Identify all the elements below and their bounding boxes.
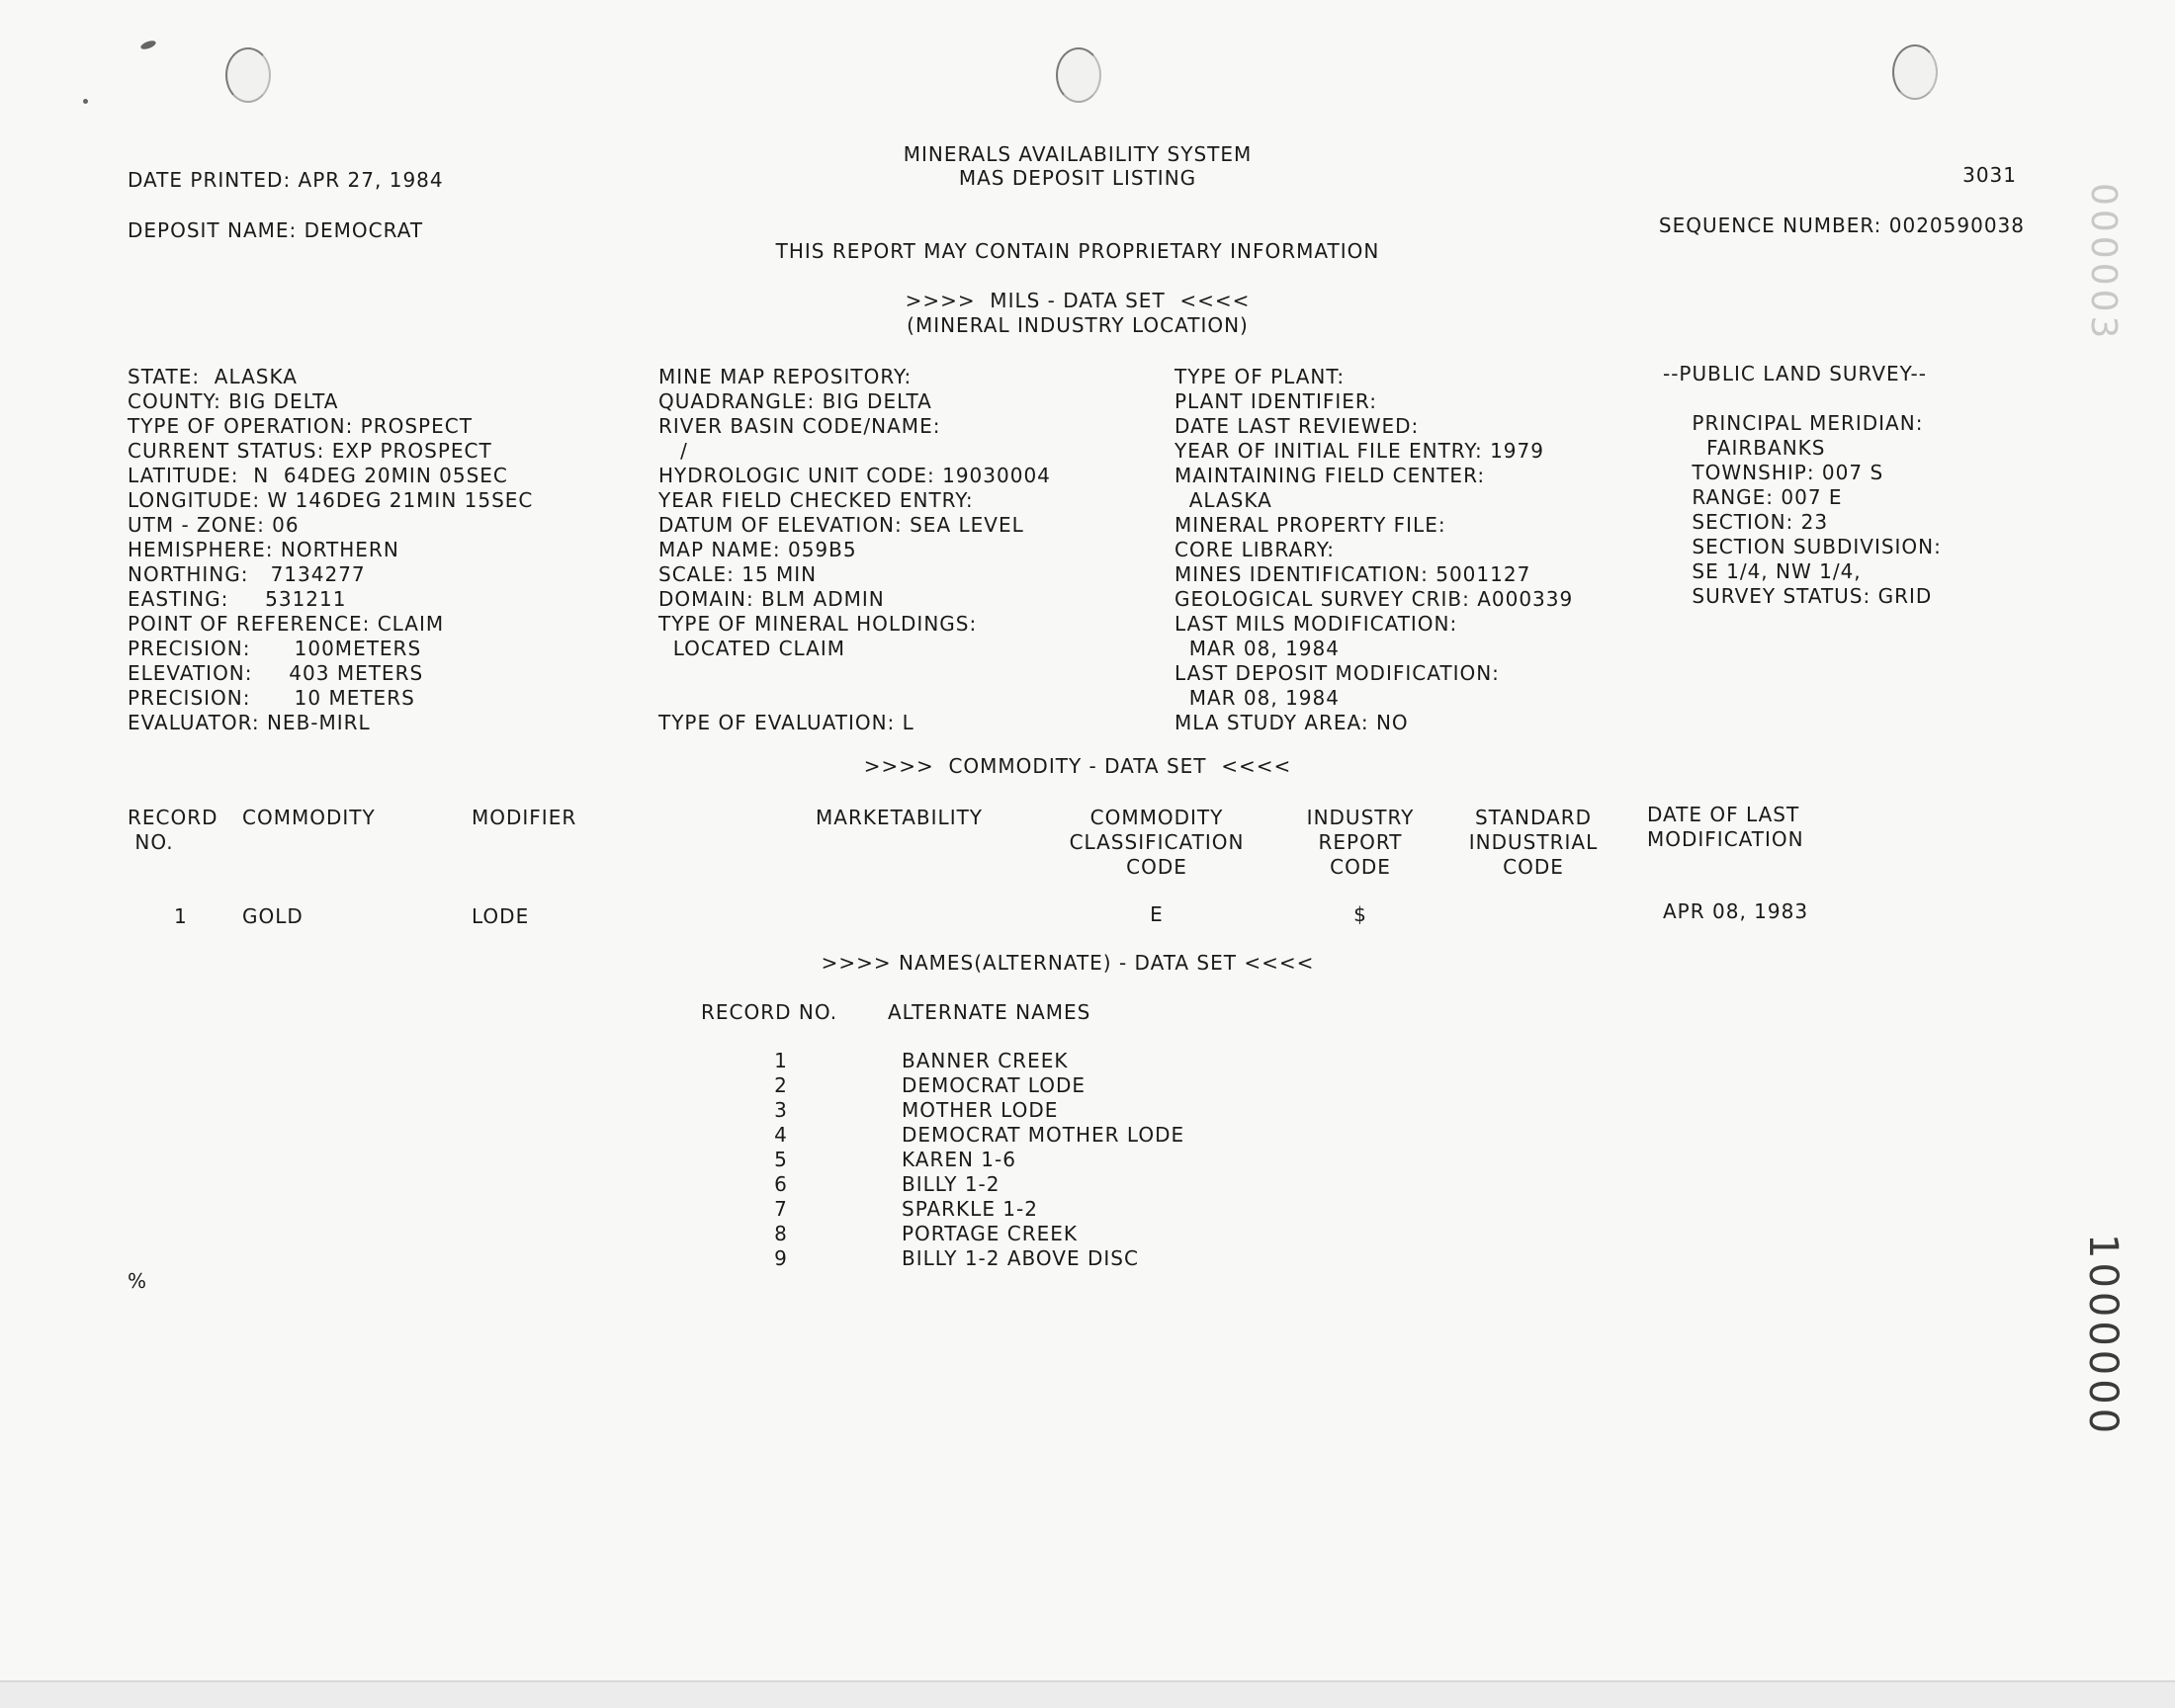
field-principal-meridian-value: FAIRBANKS — [1663, 436, 1826, 460]
field-mineral-holdings: TYPE OF MINERAL HOLDINGS: — [658, 612, 978, 636]
deposit-name: DEPOSIT NAME: DEMOCRAT — [128, 218, 424, 242]
field-quadrangle: QUADRANGLE: BIG DELTA — [658, 389, 932, 413]
sequence-number: SEQUENCE NUMBER: 0020590038 — [1658, 214, 2025, 237]
field-hydrologic-unit: HYDROLOGIC UNIT CODE: 19030004 — [658, 464, 1051, 487]
col-record-no: RECORD NO. — [128, 806, 218, 854]
field-latitude: LATITUDE: N 64DEG 20MIN 05SEC — [128, 464, 508, 487]
alt-name: MOTHER LODE — [902, 1098, 1059, 1122]
field-river-basin: RIVER BASIN CODE/NAME: — [658, 414, 941, 438]
field-elevation: ELEVATION: 403 METERS — [128, 661, 424, 685]
field-easting: EASTING: 531211 — [128, 587, 347, 611]
col-industry-report-code: INDUSTRY REPORT CODE — [1306, 806, 1415, 879]
ink-speck — [139, 39, 156, 50]
commodity-record-no: 1 — [174, 904, 188, 928]
field-longitude: LONGITUDE: W 146DEG 21MIN 15SEC — [128, 488, 534, 512]
commodity-modification-date: APR 08, 1983 — [1663, 899, 1809, 923]
field-mla-study-area: MLA STUDY AREA: NO — [1174, 711, 1409, 734]
mils-heading: >>>> MILS - DATA SET <<<< — [905, 289, 1251, 312]
field-maintaining-center-value: ALASKA — [1174, 488, 1272, 512]
field-section: SECTION: 23 — [1663, 510, 1829, 534]
field-evaluator: EVALUATOR: NEB-MIRL — [128, 711, 371, 734]
field-date-last-reviewed: DATE LAST REVIEWED: — [1174, 414, 1420, 438]
field-initial-file-entry: YEAR OF INITIAL FILE ENTRY: 1979 — [1174, 439, 1544, 463]
field-scale: SCALE: 15 MIN — [658, 562, 818, 586]
alt-name-no: 3 — [774, 1098, 788, 1122]
field-precision: PRECISION: 100METERS — [128, 637, 422, 660]
alt-name: DEMOCRAT LODE — [902, 1073, 1086, 1097]
names-col-alternate-names: ALTERNATE NAMES — [888, 1000, 1091, 1024]
field-mine-map-repository: MINE MAP REPOSITORY: — [658, 365, 913, 388]
field-range: RANGE: 007 E — [1663, 485, 1843, 509]
field-operation-type: TYPE OF OPERATION: PROSPECT — [128, 414, 473, 438]
field-mines-identification: MINES IDENTIFICATION: 5001127 — [1174, 562, 1531, 586]
alt-name-no: 2 — [774, 1073, 788, 1097]
punch-hole-left — [225, 47, 271, 103]
date-printed: DATE PRINTED: APR 27, 1984 — [128, 168, 444, 192]
field-mineral-holdings-value: LOCATED CLAIM — [658, 637, 845, 660]
survey-heading: --PUBLIC LAND SURVEY-- — [1663, 362, 1927, 385]
field-section-subdivision-value: SE 1/4, NW 1/4, — [1663, 559, 1862, 583]
commodity-classification-value: E — [1150, 902, 1164, 926]
field-current-status: CURRENT STATUS: EXP PROSPECT — [128, 439, 492, 463]
alt-name: SPARKLE 1-2 — [902, 1197, 1038, 1221]
proprietary-notice: THIS REPORT MAY CONTAIN PROPRIETARY INFORMATION — [775, 239, 1380, 263]
commodity-name: GOLD — [242, 904, 304, 928]
field-northing: NORTHING: 7134277 — [128, 562, 366, 586]
field-county: COUNTY: BIG DELTA — [128, 389, 339, 413]
field-maintaining-center: MAINTAINING FIELD CENTER: — [1174, 464, 1486, 487]
punch-hole-center — [1056, 47, 1101, 103]
alt-name: DEMOCRAT MOTHER LODE — [902, 1123, 1185, 1147]
report-subtitle: MAS DEPOSIT LISTING — [958, 166, 1197, 190]
col-date-of-last-modification: DATE OF LAST MODIFICATION — [1647, 803, 1804, 851]
page-stamp-number: 1000000 — [2080, 1234, 2126, 1438]
field-year-field-checked: YEAR FIELD CHECKED ENTRY: — [658, 488, 974, 512]
field-point-of-reference: POINT OF REFERENCE: CLAIM — [128, 612, 445, 636]
alt-name-no: 6 — [774, 1172, 788, 1196]
field-type-of-evaluation: TYPE OF EVALUATION: L — [658, 711, 914, 734]
field-hemisphere: HEMISPHERE: NORTHERN — [128, 538, 399, 561]
punch-hole-right — [1892, 44, 1938, 100]
alt-name: BANNER CREEK — [902, 1049, 1069, 1072]
alt-name-no: 5 — [774, 1148, 788, 1171]
col-standard-industrial-code: STANDARD INDUSTRIAL CODE — [1468, 806, 1599, 879]
col-commodity: COMMODITY — [242, 806, 376, 829]
report-title: MINERALS AVAILABILITY SYSTEM — [903, 142, 1253, 166]
alt-name: BILLY 1-2 ABOVE DISC — [902, 1246, 1139, 1270]
alt-name: KAREN 1-6 — [902, 1148, 1016, 1171]
alt-name: BILLY 1-2 — [902, 1172, 1000, 1196]
ink-speck — [83, 99, 88, 104]
mils-subheading: (MINERAL INDUSTRY LOCATION) — [907, 313, 1249, 337]
field-plant-identifier: PLANT IDENTIFIER: — [1174, 389, 1377, 413]
field-domain: DOMAIN: BLM ADMIN — [658, 587, 885, 611]
field-last-mils-modification-value: MAR 08, 1984 — [1174, 637, 1340, 660]
field-datum-of-elevation: DATUM OF ELEVATION: SEA LEVEL — [658, 513, 1024, 537]
commodity-modifier: LODE — [472, 904, 530, 928]
alt-name-no: 8 — [774, 1222, 788, 1245]
commodity-industry-value: $ — [1353, 902, 1367, 926]
alt-name-no: 7 — [774, 1197, 788, 1221]
field-river-basin-value: / — [658, 439, 688, 463]
col-marketability: MARKETABILITY — [816, 806, 984, 829]
field-type-of-plant: TYPE OF PLANT: — [1174, 365, 1346, 388]
faint-stamp-number: 000003 — [2083, 183, 2124, 343]
page-number: 3031 — [1962, 163, 2017, 187]
field-map-name: MAP NAME: 059B5 — [658, 538, 857, 561]
percent-mark: % — [128, 1269, 148, 1293]
field-last-mils-modification: LAST MILS MODIFICATION: — [1174, 612, 1458, 636]
field-elevation-precision: PRECISION: 10 METERS — [128, 686, 415, 710]
field-principal-meridian: PRINCIPAL MERIDIAN: — [1663, 411, 1924, 435]
commodity-heading: >>>> COMMODITY - DATA SET <<<< — [863, 754, 1292, 778]
field-last-deposit-modification-value: MAR 08, 1984 — [1174, 686, 1340, 710]
field-survey-status: SURVEY STATUS: GRID — [1663, 584, 1933, 608]
alt-name-no: 1 — [774, 1049, 788, 1072]
field-township: TOWNSHIP: 007 S — [1663, 461, 1884, 484]
field-utm-zone: UTM - ZONE: 06 — [128, 513, 300, 537]
alt-name-no: 9 — [774, 1246, 788, 1270]
field-section-subdivision: SECTION SUBDIVISION: — [1663, 535, 1942, 558]
field-last-deposit-modification: LAST DEPOSIT MODIFICATION: — [1174, 661, 1500, 685]
alt-name: PORTAGE CREEK — [902, 1222, 1078, 1245]
col-classification-code: COMMODITY CLASSIFICATION CODE — [1069, 806, 1245, 879]
names-col-record-no: RECORD NO. — [701, 1000, 838, 1024]
alt-name-no: 4 — [774, 1123, 788, 1147]
field-mineral-property-file: MINERAL PROPERTY FILE: — [1174, 513, 1446, 537]
field-survey-crib: GEOLOGICAL SURVEY CRIB: A000339 — [1174, 587, 1574, 611]
field-core-library: CORE LIBRARY: — [1174, 538, 1336, 561]
col-modifier: MODIFIER — [472, 806, 577, 829]
field-state: STATE: ALASKA — [128, 365, 298, 388]
names-heading: >>>> NAMES(ALTERNATE) - DATA SET <<<< — [821, 951, 1315, 975]
